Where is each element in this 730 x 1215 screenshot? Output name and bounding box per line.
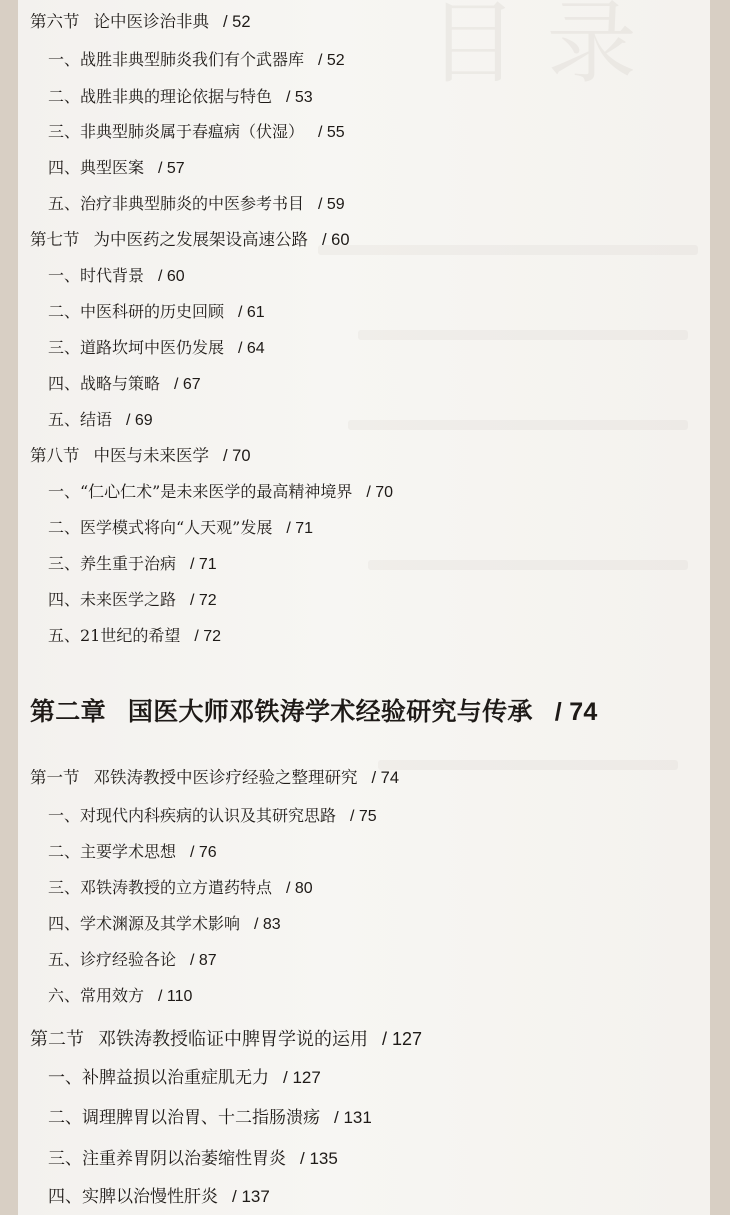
section-label: 第二节 xyxy=(30,1029,84,1050)
item-page: / 76 xyxy=(190,844,217,861)
section-page: / 74 xyxy=(371,769,400,787)
item-page: / 60 xyxy=(158,268,185,285)
item-page: / 71 xyxy=(190,556,217,573)
item-page: / 69 xyxy=(126,412,153,429)
item-text: 二、调理脾胃以治胃、十二指肠溃疡 xyxy=(48,1108,320,1128)
section-label: 第一节 xyxy=(30,768,80,787)
bleed-through-line xyxy=(318,245,698,255)
section-page: / 127 xyxy=(382,1029,423,1049)
item-text: 三、养生重于治病 xyxy=(48,554,177,573)
item-text: 四、未来医学之路 xyxy=(48,590,177,609)
toc-page xyxy=(18,0,710,1215)
item-text: 一、补脾益损以治重症肌无力 xyxy=(48,1068,269,1088)
toc-item[interactable] xyxy=(48,1149,338,1169)
item-text: 四、实脾以治慢性肝炎 xyxy=(48,1187,218,1207)
item-text: 五、结语 xyxy=(48,410,113,429)
toc-item[interactable] xyxy=(48,1068,321,1088)
item-text: 三、注重养胃阴以治萎缩性胃炎 xyxy=(48,1149,286,1169)
toc-item[interactable] xyxy=(48,87,313,108)
item-page: / 72 xyxy=(190,592,217,609)
item-text: 一、对现代内科疾病的认识及其研究思路 xyxy=(48,806,337,825)
toc-item[interactable] xyxy=(48,122,345,143)
toc-item[interactable] xyxy=(48,194,345,215)
toc-item[interactable] xyxy=(48,338,265,359)
toc-section-heading[interactable] xyxy=(30,12,251,32)
item-text: 三、邓铁涛教授的立方遣药特点 xyxy=(48,878,273,897)
section-page: / 60 xyxy=(322,231,350,249)
item-text: 二、主要学术思想 xyxy=(48,842,177,861)
toc-item[interactable] xyxy=(48,50,345,71)
item-page: / 87 xyxy=(190,952,217,969)
item-page: / 135 xyxy=(300,1149,338,1168)
item-text: 三、非典型肺炎属于春瘟病（伏湿） xyxy=(48,122,305,141)
section-title: 邓铁涛教授中医诊疗经验之整理研究 xyxy=(93,768,358,787)
item-text: 六、常用效方 xyxy=(48,986,145,1005)
toc-item[interactable] xyxy=(48,482,393,503)
bleed-through-line xyxy=(348,420,688,430)
toc-item[interactable] xyxy=(48,410,153,431)
item-page: / 52 xyxy=(318,52,345,69)
item-text: 四、学术渊源及其学术影响 xyxy=(48,914,241,933)
section-title: 论中医诊治非典 xyxy=(93,12,209,31)
item-page: / 71 xyxy=(286,520,314,537)
item-text: 一、时代背景 xyxy=(48,266,145,285)
item-text: 五、诊疗经验各论 xyxy=(48,950,177,969)
toc-item[interactable] xyxy=(48,842,217,863)
section-label: 第六节 xyxy=(30,12,80,31)
chapter-label: 第二章 xyxy=(30,697,106,726)
toc-item[interactable] xyxy=(48,590,217,611)
toc-section-heading[interactable] xyxy=(30,768,399,788)
toc-item[interactable] xyxy=(48,806,377,827)
section-title: 中医与未来医学 xyxy=(93,446,209,465)
item-page: / 137 xyxy=(232,1187,270,1206)
item-page: / 55 xyxy=(318,124,345,141)
section-title: 为中医药之发展架设高速公路 xyxy=(93,230,308,249)
chapter-title: 国医大师邓铁涛学术经验研究与传承 xyxy=(127,697,533,726)
section-label: 第七节 xyxy=(30,230,80,249)
item-text: 五、治疗非典型肺炎的中医参考书目 xyxy=(48,194,305,213)
toc-item[interactable] xyxy=(48,626,221,647)
item-text: 四、战略与策略 xyxy=(48,374,161,393)
item-page: / 53 xyxy=(286,89,313,106)
toc-item[interactable] xyxy=(48,986,192,1007)
item-page: / 83 xyxy=(254,916,281,933)
item-text: 五、21世纪的希望 xyxy=(48,626,181,645)
toc-item[interactable] xyxy=(48,302,265,323)
bleed-through-line xyxy=(368,560,688,570)
item-page: / 72 xyxy=(194,628,222,645)
item-page: / 75 xyxy=(350,808,377,825)
section-page: / 52 xyxy=(223,13,251,31)
item-page: / 57 xyxy=(158,160,185,177)
section-label: 第八节 xyxy=(30,446,80,465)
item-page: / 110 xyxy=(158,988,193,1005)
item-page: / 80 xyxy=(286,880,313,897)
item-page: / 64 xyxy=(238,340,265,357)
toc-item[interactable] xyxy=(48,950,217,971)
section-page: / 70 xyxy=(223,447,251,465)
item-text: 二、医学模式将向“人天观”发展 xyxy=(48,518,273,537)
item-page: / 70 xyxy=(366,484,394,501)
bleed-through-glyph: 目 录 xyxy=(428,0,637,96)
item-text: 一、“仁心仁术”是未来医学的最高精神境界 xyxy=(48,482,353,501)
toc-section-heading[interactable] xyxy=(30,1028,422,1051)
item-page: / 67 xyxy=(174,376,201,393)
toc-item[interactable] xyxy=(48,374,201,395)
toc-item[interactable] xyxy=(48,914,281,935)
toc-section-heading[interactable] xyxy=(30,230,350,250)
toc-item[interactable] xyxy=(48,1108,372,1128)
item-page: / 131 xyxy=(334,1108,372,1127)
chapter-page: / 74 xyxy=(554,698,598,726)
toc-item[interactable] xyxy=(48,1187,270,1207)
section-title: 邓铁涛教授临证中脾胃学说的运用 xyxy=(98,1029,368,1050)
toc-chapter-heading[interactable] xyxy=(30,697,598,727)
item-page: / 61 xyxy=(238,304,265,321)
toc-item[interactable] xyxy=(48,554,217,575)
toc-item[interactable] xyxy=(48,158,185,179)
item-page: / 127 xyxy=(283,1068,321,1087)
item-text: 四、典型医案 xyxy=(48,158,145,177)
item-text: 二、战胜非典的理论依据与特色 xyxy=(48,87,273,106)
item-text: 三、道路坎坷中医仍发展 xyxy=(48,338,225,357)
toc-section-heading[interactable] xyxy=(30,446,251,466)
item-text: 二、中医科研的历史回顾 xyxy=(48,302,225,321)
item-text: 一、战胜非典型肺炎我们有个武器库 xyxy=(48,50,305,69)
bleed-through-line xyxy=(378,760,678,770)
item-page: / 59 xyxy=(318,196,345,213)
toc-item[interactable] xyxy=(48,518,313,539)
bleed-through-line xyxy=(358,330,688,340)
toc-item[interactable] xyxy=(48,266,185,287)
toc-item[interactable] xyxy=(48,878,313,899)
